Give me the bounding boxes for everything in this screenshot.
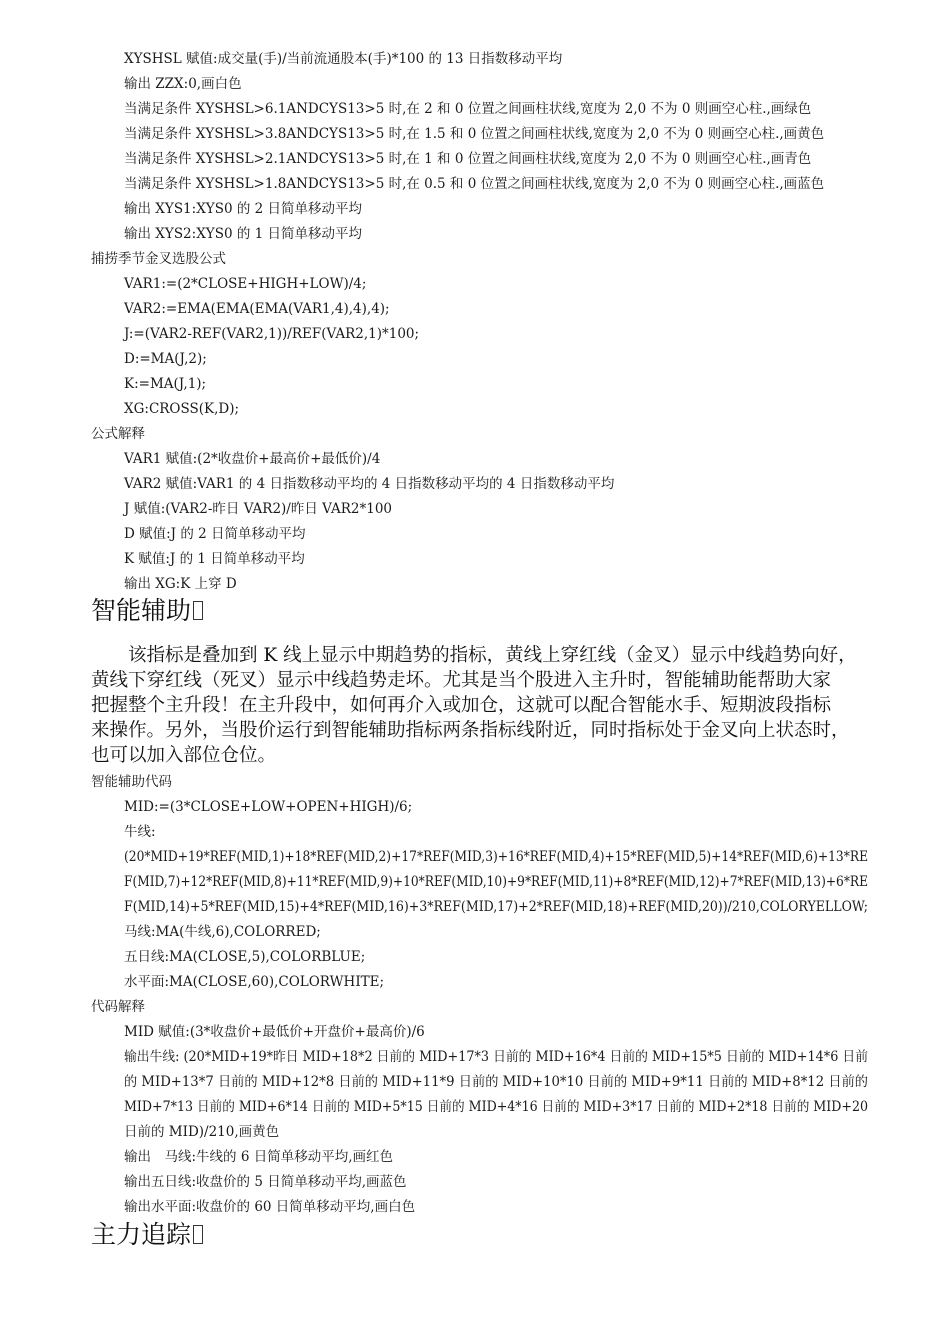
explain-heading: 公式解释 [91, 426, 145, 442]
missing-glyph-box [193, 1225, 203, 1244]
code-explain-line: 当满足条件 XYSHSL>6.1ANDCYS13>5 时,在 2 和 0 位置之间画柱状线,宽度为 2,0 不为 0 则画空心柱.,画绿色 [124, 101, 812, 117]
paragraph-line: 黄线下穿红线（死叉）显示中线趋势走坏。尤其是当个股进入主升时，智能辅助能帮助大家 [91, 670, 832, 691]
explain-heading: 代码解释 [91, 999, 145, 1015]
explain-line: 的 MID+13*7 日前的 MID+12*8 日前的 MID+11*9 日前的 MID+10*10 日前的 MID+9*11 日前的 MID+8*12 日前的 [124, 1074, 869, 1090]
code-line: VAR1:=(2*CLOSE+HIGH+LOW)/4; [124, 276, 367, 292]
code-line: 水平面:MA(CLOSE,60),COLORWHITE; [124, 974, 385, 990]
paragraph-line: 把握整个主升段！在主升段中，如何再介入或加仓，这就可以配合智能水手、短期波段指标 [91, 695, 832, 716]
explain-line: 输出 XG:K 上穿 D [124, 576, 237, 592]
explain-line: 输出五日线:收盘价的 5 日简单移动平均,画蓝色 [124, 1174, 407, 1190]
code-line: F(MID,7)+12*REF(MID,8)+11*REF(MID,9)+10*REF(MID,10)+9*REF(MID,11)+8*REF(MID,12)+7*REF(MID,13)+6*RE [124, 874, 869, 890]
explain-line: VAR2 赋值:VAR1 的 4 日指数移动平均的 4 日指数移动平均的 4 日指数移动平均 [124, 476, 615, 492]
code-line: F(MID,14)+5*REF(MID,15)+4*REF(MID,16)+3*REF(MID,17)+2*REF(MID,18)+REF(MID,20))/210,COLORYELLOW; [124, 899, 868, 915]
code-line: K:=MA(J,1); [124, 376, 207, 392]
code-line: 五日线:MA(CLOSE,5),COLORBLUE; [124, 949, 366, 965]
explain-line: K 赋值:J 的 1 日简单移动平均 [124, 551, 305, 567]
section-title [91, 595, 203, 627]
code-explain-line: 当满足条件 XYSHSL>1.8ANDCYS13>5 时,在 0.5 和 0 位置之间画柱状线,宽度为 2,0 不为 0 则画空心柱.,画蓝色 [124, 176, 825, 192]
paragraph-line: 也可以加入部位仓位。 [91, 745, 277, 766]
explain-line: 日前的 MID)/210,画黄色 [124, 1124, 280, 1140]
code-line: J:=(VAR2-REF(VAR2,1))/REF(VAR2,1)*100; [124, 326, 420, 342]
section-title-text: 智能辅助 [91, 596, 192, 625]
explain-line: 输出水平面:收盘价的 60 日简单移动平均,画白色 [124, 1199, 416, 1215]
explain-line: MID 赋值:(3*收盘价+最低价+开盘价+最高价)/6 [124, 1024, 425, 1040]
code-line: D:=MA(J,2); [124, 351, 207, 367]
code-heading: 智能辅助代码 [91, 774, 172, 790]
code-line: XG:CROSS(K,D); [124, 401, 240, 417]
code-line: VAR2:=EMA(EMA(EMA(VAR1,4),4),4); [124, 301, 390, 317]
code-explain-line: 输出 XYS1:XYS0 的 2 日简单移动平均 [124, 201, 363, 217]
explain-line: 输出牛线: (20*MID+19*昨日 MID+18*2 日前的 MID+17*3 日前的 MID+16*4 日前的 MID+15*5 日前的 MID+14*6 日前 [124, 1049, 868, 1065]
missing-glyph-box [193, 601, 203, 620]
formula-heading: 捕捞季节金叉选股公式 [91, 251, 226, 267]
explain-line: MID+7*13 日前的 MID+6*14 日前的 MID+5*15 日前的 MID+4*16 日前的 MID+3*17 日前的 MID+2*18 日前的 MID+20 [124, 1099, 869, 1115]
code-line: (20*MID+19*REF(MID,1)+18*REF(MID,2)+17*REF(MID,3)+16*REF(MID,4)+15*REF(MID,5)+14*REF(MID,6)+13*RE [124, 849, 869, 865]
code-line: 牛线: [124, 824, 156, 840]
section-title [91, 1219, 203, 1251]
code-explain-line: 当满足条件 XYSHSL>2.1ANDCYS13>5 时,在 1 和 0 位置之间画柱状线,宽度为 2,0 不为 0 则画空心柱.,画青色 [124, 151, 812, 167]
paragraph-line: 该指标是叠加到 K 线上显示中期趋势的指标，黄线上穿红线（金叉）显示中线趋势向好， [91, 645, 857, 666]
explain-line: D 赋值:J 的 2 日简单移动平均 [124, 526, 306, 542]
code-explain-line: 输出 ZZX:0,画白色 [124, 76, 242, 92]
explain-line: VAR1 赋值:(2*收盘价+最高价+最低价)/4 [124, 451, 381, 467]
code-explain-line: 当满足条件 XYSHSL>3.8ANDCYS13>5 时,在 1.5 和 0 位置之间画柱状线,宽度为 2,0 不为 0 则画空心柱.,画黄色 [124, 126, 825, 142]
explain-line: 输出 马线:牛线的 6 日简单移动平均,画红色 [124, 1149, 394, 1165]
code-line: 马线:MA(牛线,6),COLORRED; [124, 924, 321, 940]
explain-line: J 赋值:(VAR2-昨日 VAR2)/昨日 VAR2*100 [124, 501, 393, 517]
section-title-text: 主力追踪 [91, 1220, 192, 1249]
code-line: MID:=(3*CLOSE+LOW+OPEN+HIGH)/6; [124, 799, 413, 815]
code-explain-line: XYSHSL 赋值:成交量(手)/当前流通股本(手)*100 的 13 日指数移动平均 [124, 51, 563, 67]
paragraph-line: 来操作。另外，当股价运行到智能辅助指标两条指标线附近，同时指标处于金叉向上状态时， [91, 720, 850, 741]
section-paragraph [91, 643, 861, 768]
code-explain-line: 输出 XYS2:XYS0 的 1 日简单移动平均 [124, 226, 363, 242]
